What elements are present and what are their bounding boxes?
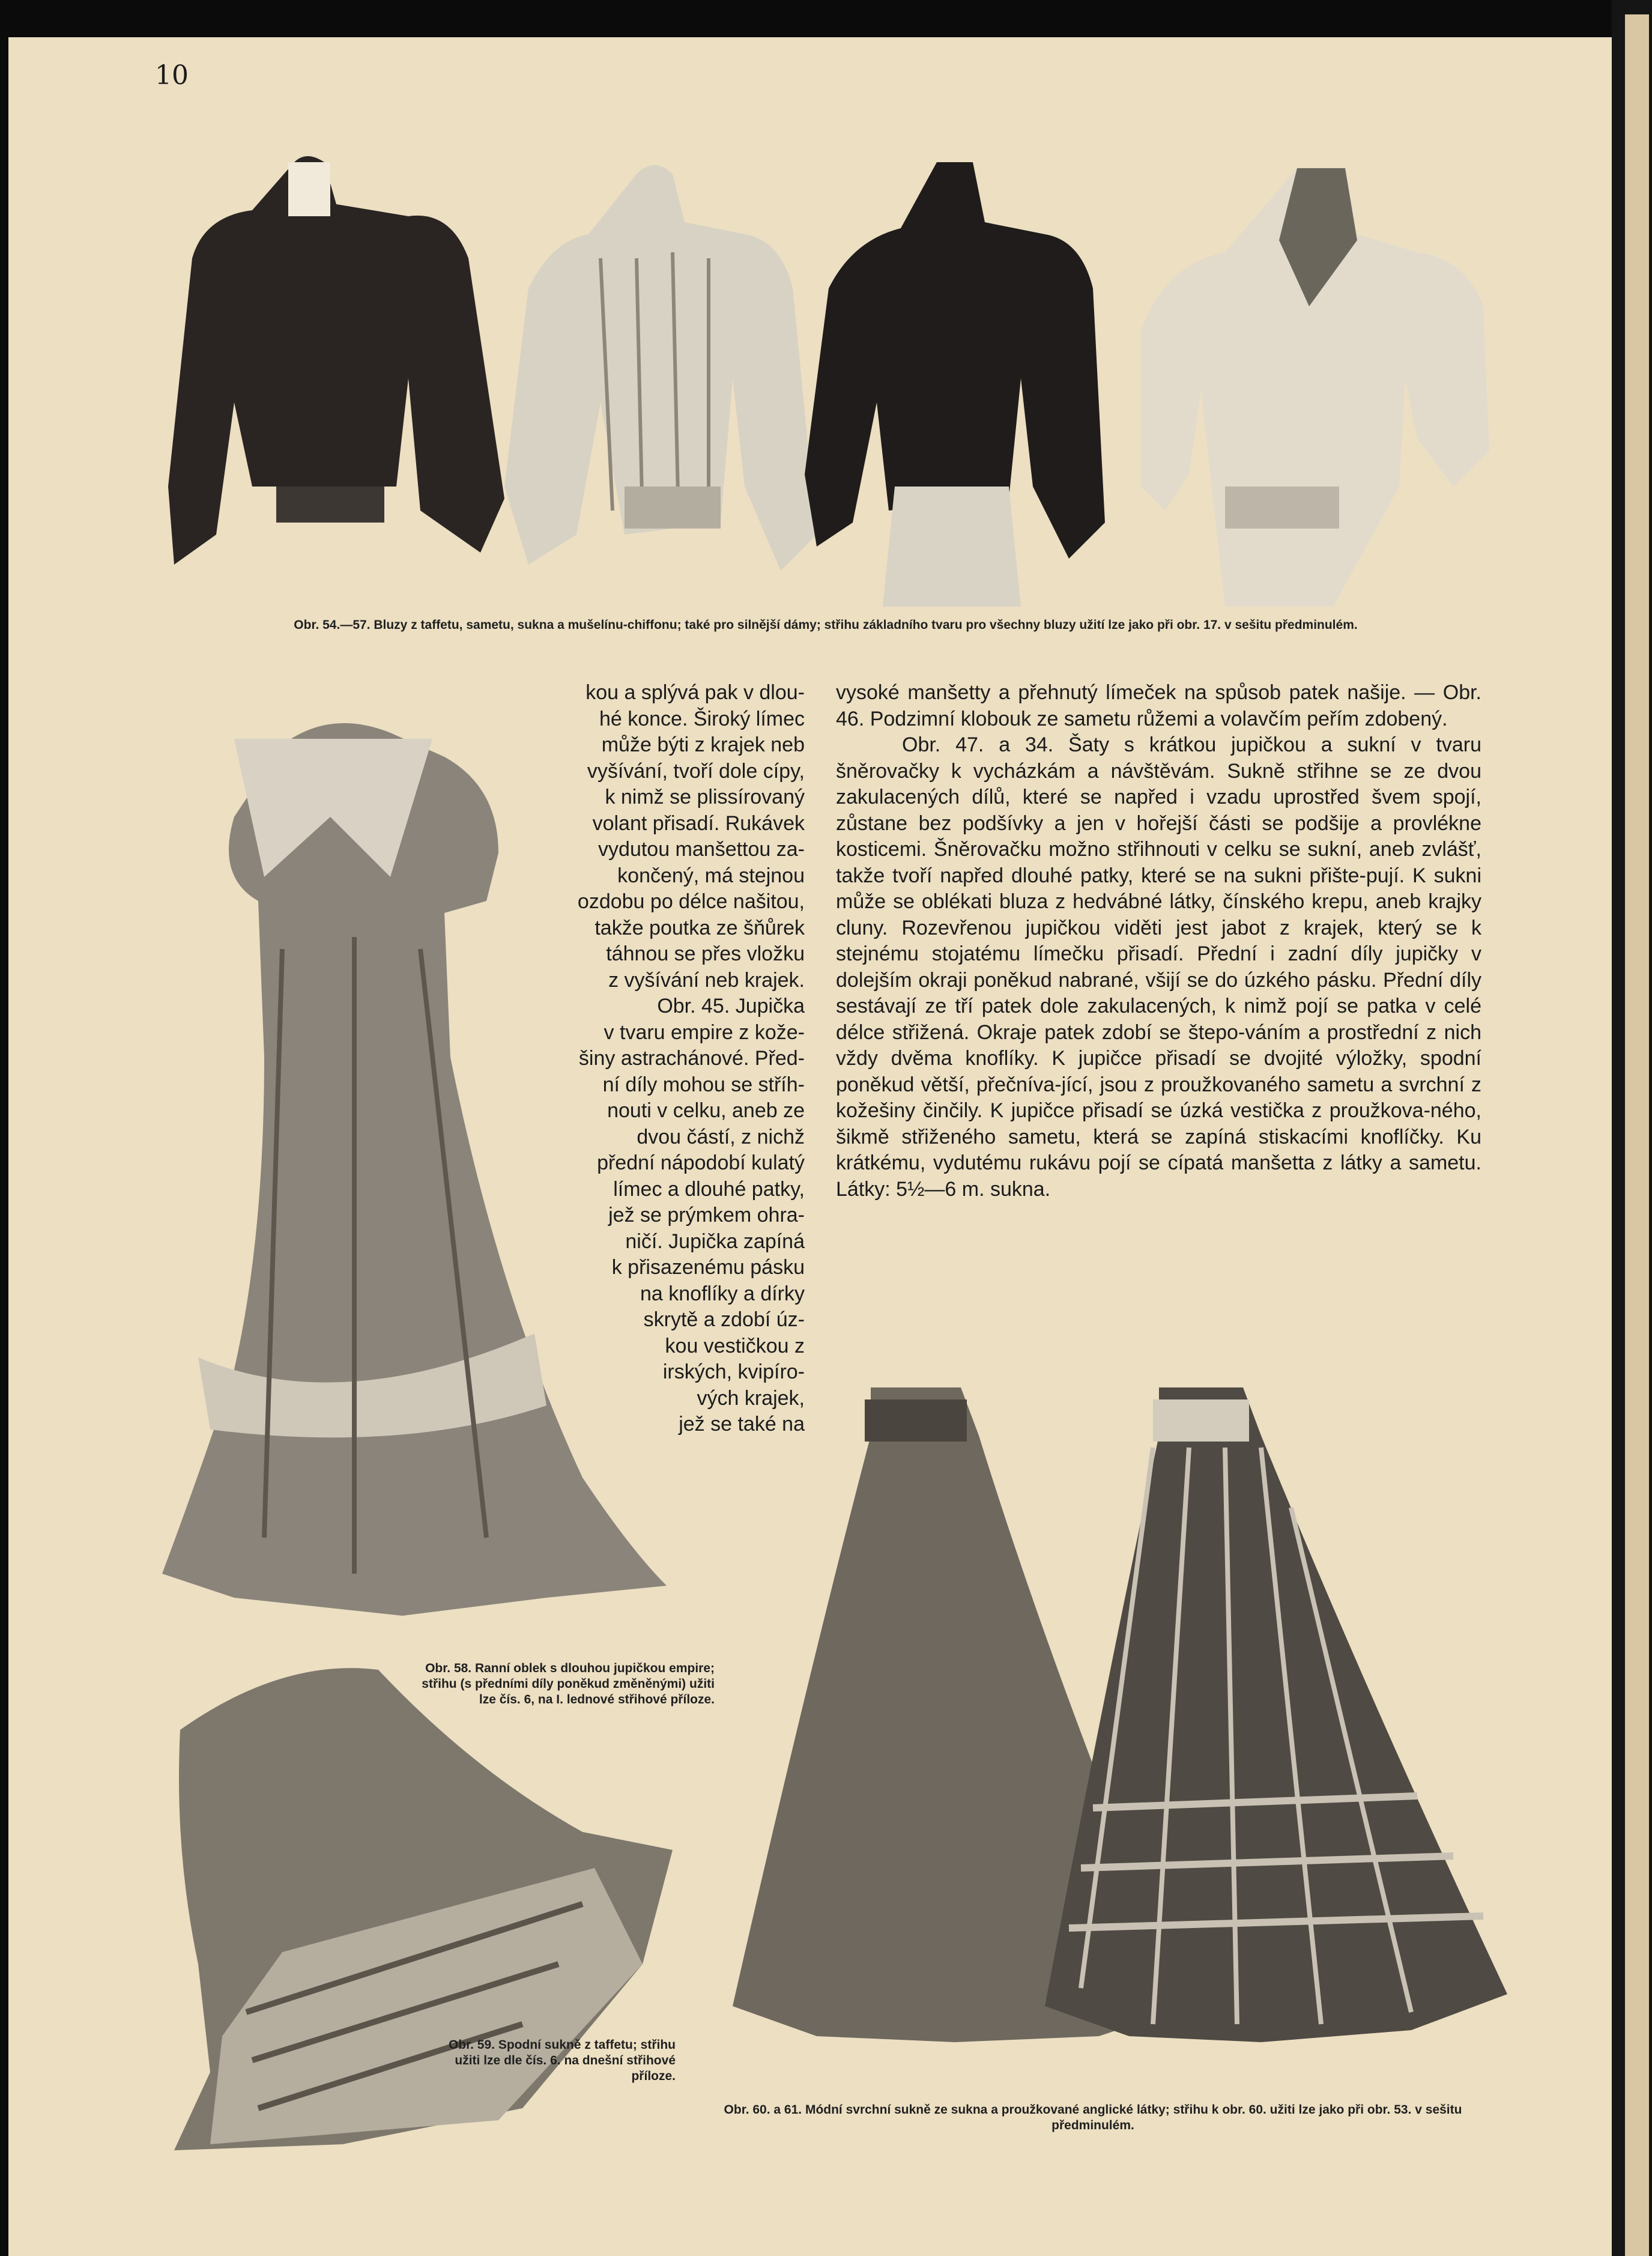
left-column-line: ní díly mohou se stříh- — [602, 1073, 805, 1096]
left-column-line: nouti v celku, aneb ze — [607, 1099, 805, 1122]
skirts-illustration — [721, 1387, 1513, 2054]
left-column-line: skrytě a zdobí úz- — [643, 1308, 805, 1331]
left-column-line: dvou částí, z nichž — [637, 1125, 805, 1148]
left-text-column — [528, 680, 805, 1438]
left-column-line: k přisazenému pásku — [611, 1256, 805, 1279]
left-column-line: jež se také na — [679, 1413, 805, 1436]
next-page-edge — [1612, 0, 1652, 2256]
left-column-line: z vyšívání neb krajek. — [608, 968, 805, 992]
left-column-line: volant přisadí. Rukávek — [592, 811, 805, 835]
left-column-line: vyšívání, tvoří dole cípy, — [587, 759, 805, 783]
left-column-line: na knoflíky a dírky — [640, 1282, 805, 1305]
left-column-line: Obr. 45. Jupička — [657, 995, 805, 1017]
left-column-line: jež se prýmkem ohra- — [608, 1204, 805, 1227]
blouse-light-chiffon — [504, 165, 817, 571]
left-column-line: takže poutka ze šňůrek — [595, 916, 805, 939]
left-column-line: v tvaru empire z kože- — [604, 1020, 805, 1044]
left-column-line: kou vestičkou z — [665, 1334, 805, 1357]
right-column-paragraph: vysoké manšetty a přehnutý límeček na spůsob patek našije. — Obr. 46. Podzimní klobouk ze sametu růžemi a volavčím peřím zdobený. — [836, 681, 1481, 730]
page-edge-strip — [1625, 14, 1649, 2256]
page-number: 10 — [155, 60, 189, 91]
left-column-line: táhnou se přes vložku — [606, 942, 805, 965]
left-column-line: šiny astrachánové. Před- — [578, 1047, 805, 1070]
left-column-line: kou a splývá pak v dlou- — [585, 681, 805, 704]
left-column-line: končený, má stejnou — [617, 864, 805, 887]
right-text-column — [836, 680, 1481, 1202]
blouse-muslin-lace — [1141, 168, 1489, 607]
skirts-caption: Obr. 60. a 61. Módní svrchní sukně ze sukna a proužkované anglické látky; střihu k obr. 60. užiti lze jako při obr. 53. v sešitu předminulém. — [724, 2103, 1462, 2132]
petticoat-caption: Obr. 59. Spodní sukně z taffetu; střihu užiti lze dle čís. 6. na dnešní střihové příloze. — [448, 2038, 676, 2083]
left-column-line: ozdobu po délce našitou, — [577, 890, 805, 913]
left-column-line: může býti z krajek neb — [601, 733, 805, 756]
left-column-line: přední nápodobí kulatý — [597, 1151, 805, 1174]
left-column-line: vydutou manšettou za- — [598, 838, 805, 861]
blouses-illustration — [168, 150, 1495, 607]
right-column-paragraph: Obr. 47. a 34. Šaty s krátkou jupičkou a sukní v tvaru šněrovačky k vycházkám a návštěvám. Sukně střihne se ze dvou zakulacených dílů, které se napřed i vzadu uprostřed švem spojí, zůstane bez podšívky a jen v hořejší části se podšije a provlékne kosticemi. Šněrovačku možno střihnouti v celku se sukní, aneb zvlášť, takže tvoří napřed dlouhé patky, které se na sukni přište-pují. K sukni může se oblékati bluza z hedvábné látky, čínského krepu, aneb krajky cluny. Rozevřenou jupičkou viděti jest jabot z krajek, který se k stejnému stojatému límečku přisadí. Přední i zadní díly jupičky v dolejším okraji poněkud nabrané, všijí se do úzkého pásku. Přední díly sestávají ze tří patek dole zakulacených, k nimž pojí se patka v celé délce střižená. Okraje patek zdobí se štepo-váním a prostřední z nich vždy dvěma knoflíky. K jupičce přisadí se dvojité výložky, spodní poněkud větší, přečníva-jící, jsou z proužkovaného sametu a svrchní z kožešiny činčily. K jupičce přisadí se úzká vestička z proužkova-ného, šikmě střiženého sametu, která se zapíná stiskacími knoflíčky. Ku krátkému, vydutému rukávu pojí se cípatá manšetta z látky a sametu. Látky: 5½—6 m. sukna. — [836, 733, 1481, 1201]
left-column-line: hé konce. Široký límec — [599, 707, 805, 730]
left-column-line: ničí. Jupička zapíná — [625, 1230, 805, 1253]
blouses-caption: Obr. 54.—57. Bluzy z taffetu, sametu, sukna a mušelínu-chiffonu; také pro silnější dámy; střihu základního tvaru pro všechny bluzy užití lze jako při obr. 17. v sešitu předminulém. — [294, 618, 1358, 632]
blouse-dark-taffeta — [168, 156, 504, 565]
left-column-line: k nimž se plissírovaný — [605, 786, 805, 808]
left-column-line: irských, kvipíro- — [662, 1360, 805, 1383]
blouse-dark-velvet — [805, 162, 1105, 607]
dress-caption: Obr. 58. Ranní oblek s dlouhou jupičkou empire; střihu (s předními díly poněkud změněnými) užiti lze čís. 6, na I. lednové střihové příloze. — [422, 1661, 715, 1706]
left-column-line: vých krajek, — [697, 1386, 805, 1410]
striped-english-skirt — [1045, 1387, 1507, 2042]
left-column-line: límec a dlouhé patky, — [613, 1177, 805, 1201]
